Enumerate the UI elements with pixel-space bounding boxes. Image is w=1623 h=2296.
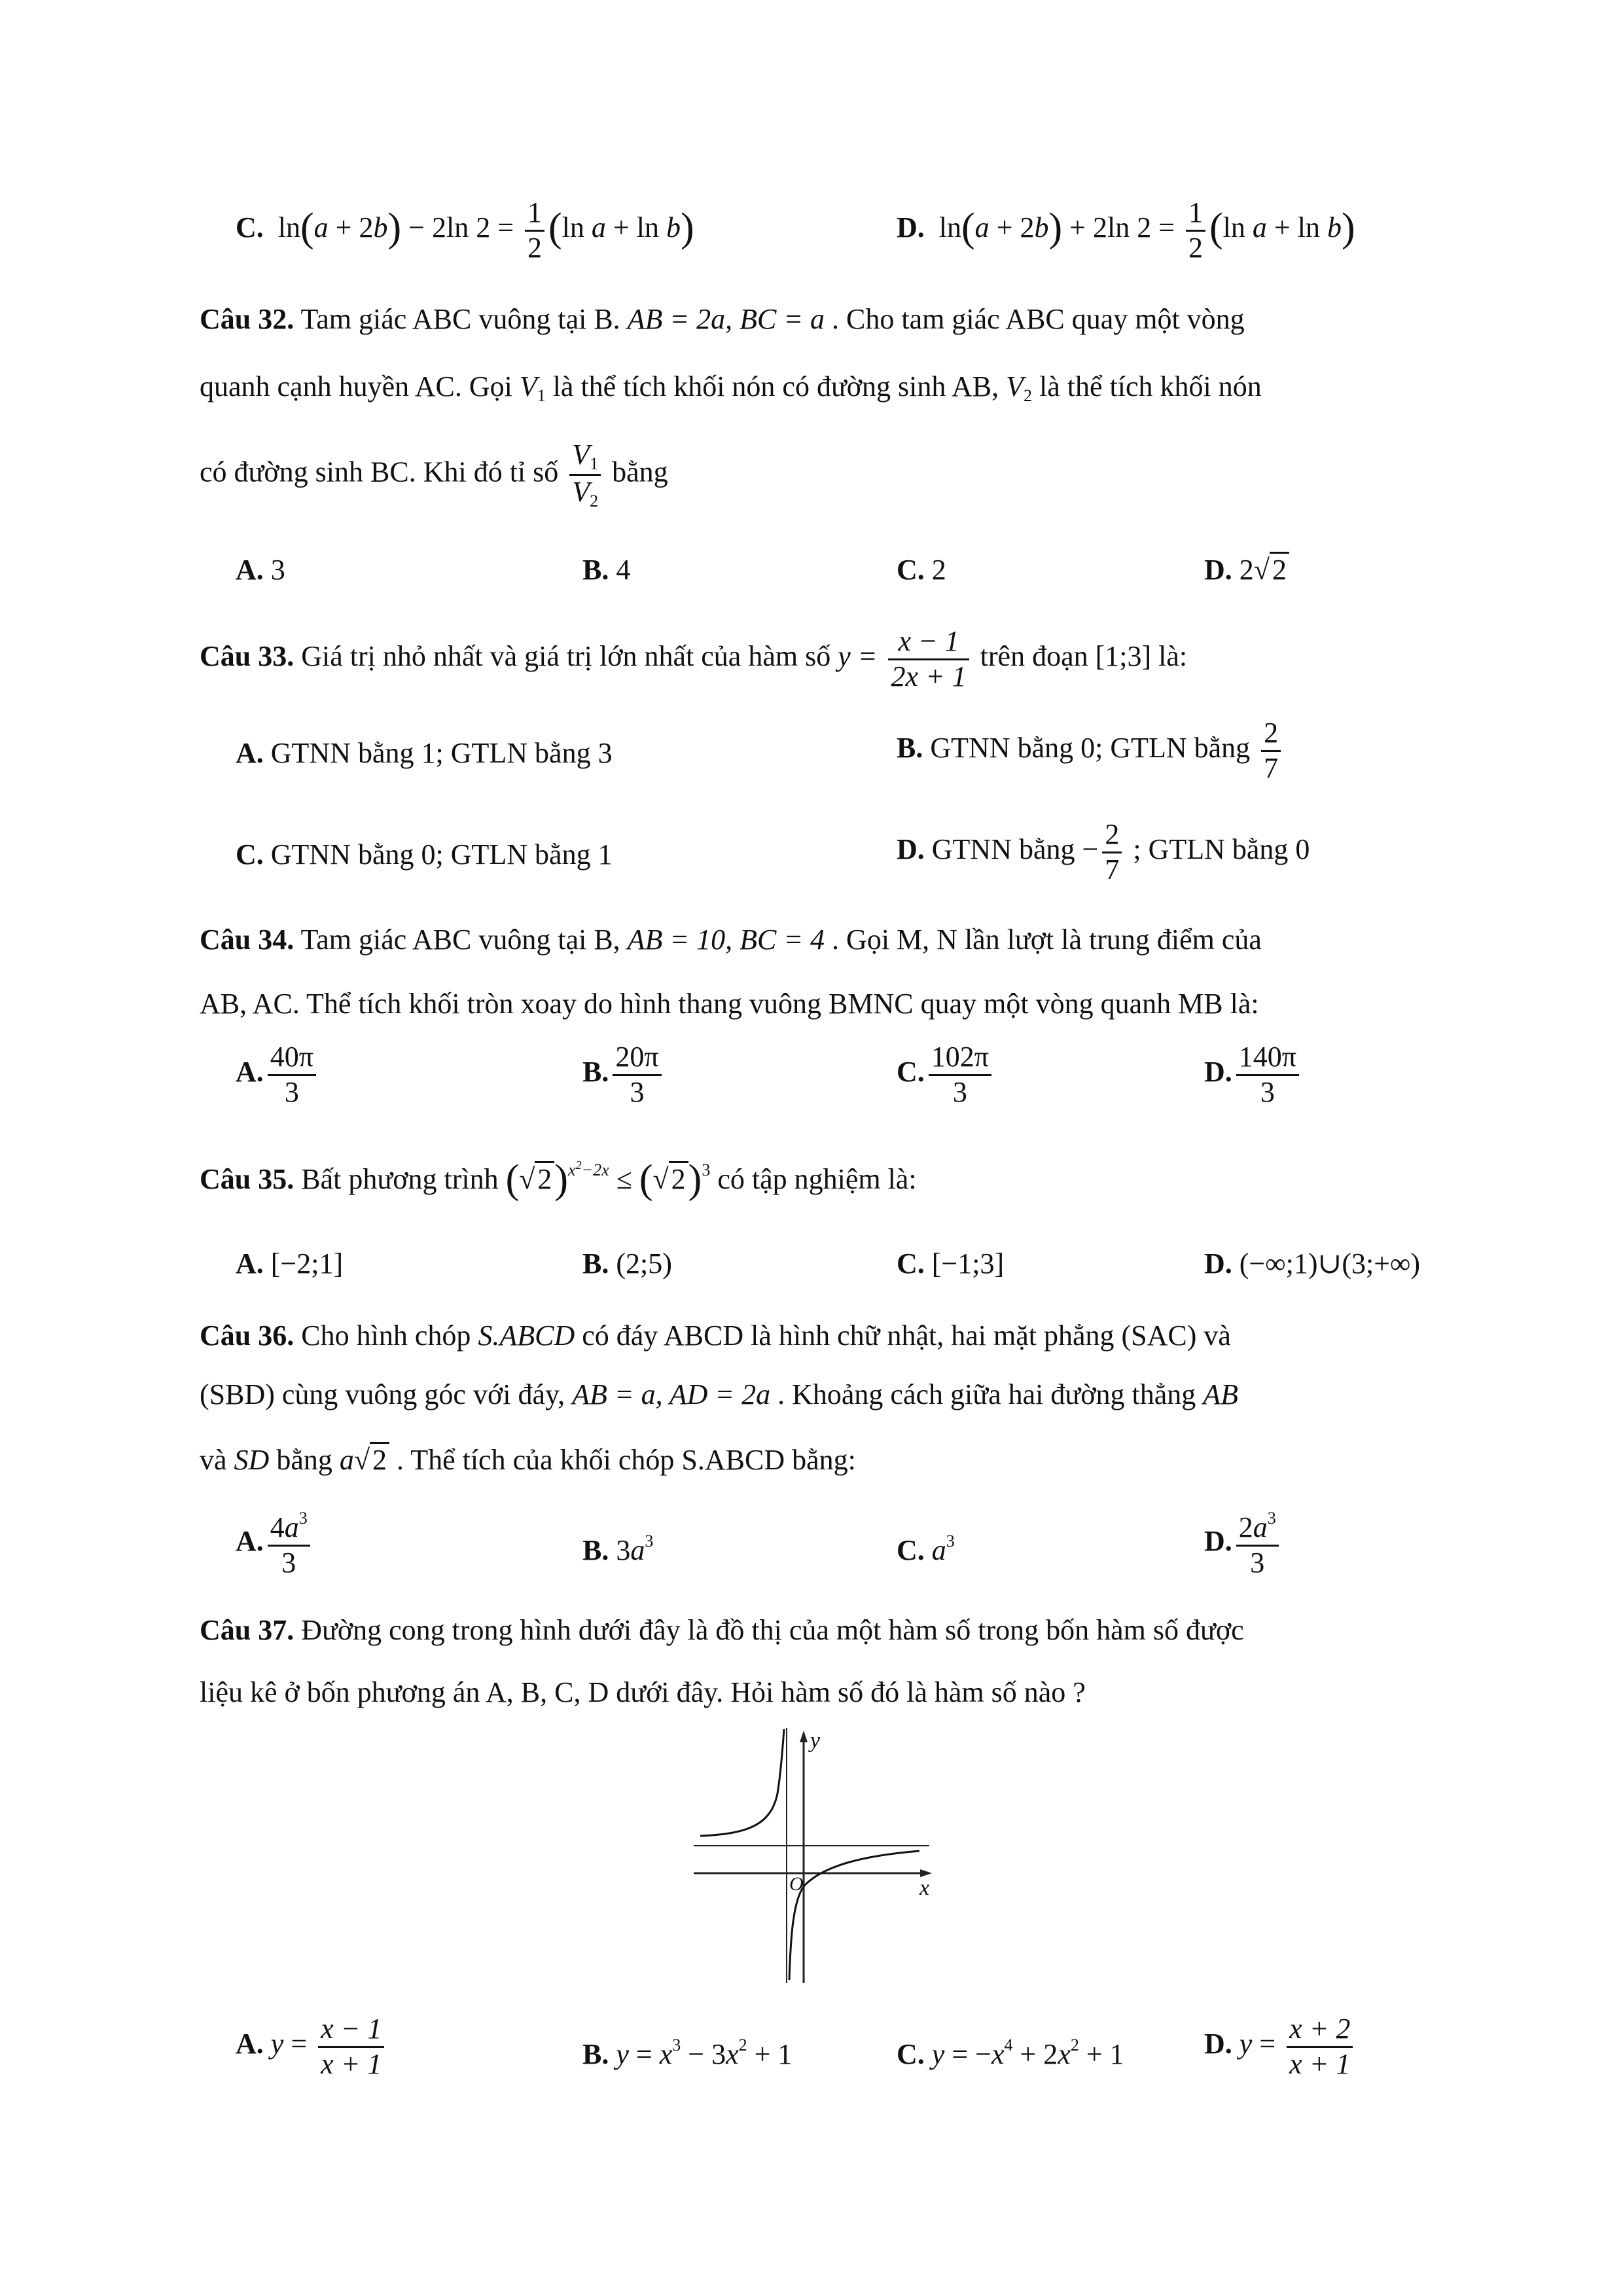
curve-left-branch	[700, 1729, 784, 1836]
question-title: Câu 33.	[200, 640, 294, 673]
q36-text: và	[200, 1444, 234, 1476]
q32-line1	[200, 302, 1245, 337]
q35-line1	[200, 1155, 917, 1204]
q33-function: y = $\frac{x - 1}{2x + 1}$	[838, 640, 972, 672]
q32-line3	[200, 439, 668, 511]
q36-math: AB = a, AD = 2a	[572, 1378, 771, 1410]
q34-answer-b[interactable]: B. $\frac{20\pi}{3}$	[582, 1041, 666, 1109]
q31-option-c[interactable]	[236, 196, 694, 264]
q34-line1	[200, 923, 1262, 958]
a-sqrt-2: a√2	[340, 1444, 389, 1476]
option-label: D.	[897, 211, 925, 244]
q32-answer-d[interactable]: D. 2√2	[1204, 553, 1289, 586]
q36-text: . Thể tích của khối chóp S.ABCD bằng:	[389, 1444, 856, 1476]
question-title: Câu 36.	[200, 1319, 294, 1352]
q37-line2: liệu kê ở bốn phương án A, B, C, D dưới đây. Hỏi hàm số đó là hàm số nào ?	[200, 1676, 1086, 1708]
function-graph	[694, 1721, 942, 1983]
q36-answer-b[interactable]: B. $3a^3$	[582, 1532, 654, 1566]
q32-text: là thể tích khối nón có đường sinh AB,	[545, 370, 1007, 403]
q37-line1	[200, 1613, 1244, 1648]
q31-option-d[interactable]	[897, 196, 1355, 264]
q33-text: là:	[1151, 640, 1188, 673]
q36-text: Cho hình chóp	[294, 1319, 478, 1352]
q32-text: bằng	[605, 456, 668, 488]
q34-math: AB = 10, BC = 4	[627, 924, 825, 956]
question-title: Câu 35.	[200, 1163, 294, 1195]
v1-over-v2-fraction: $\frac{V_1}{V_2}$	[569, 439, 601, 511]
q33-line1	[200, 625, 1187, 693]
q36-math: SD	[234, 1444, 270, 1476]
q34-line2: AB, AC. Thể tích khối tròn xoay do hình thang vuông BMNC quay một vòng quanh MB là:	[200, 988, 1259, 1020]
two-sevenths: $\frac{2}{7}$	[1102, 818, 1122, 886]
q35-answer-d[interactable]: D. (−∞;1)∪(3;+∞)	[1204, 1247, 1421, 1280]
q36-text: (SBD) cùng vuông góc với đáy,	[200, 1378, 573, 1410]
q34-text: . Gọi M, N lần lượt là trung điểm của	[825, 924, 1262, 956]
q32-text: Tam giác ABC vuông tại B.	[294, 303, 628, 335]
q37-answer-b[interactable]: B. $y = x^3 - 3x^2 + 1$	[582, 2036, 793, 2070]
q36-answer-d[interactable]: D. $\frac{2a^3}{3}$	[1204, 1509, 1283, 1579]
q36-line1	[200, 1319, 1231, 1354]
q31-c-formula: ln(a + 2b) − 2ln 2 = $\frac{1}{2}$ (ln a + ln b)	[270, 196, 694, 264]
q36-math: AB	[1203, 1378, 1239, 1410]
q33-text: Giá trị nhỏ nhất và giá trị lớn nhất của hàm số	[294, 640, 838, 673]
v1-symbol: $V_1$	[519, 370, 546, 405]
origin-label: O	[789, 1873, 804, 1895]
q35-answer-c[interactable]: C. [−1;3]	[897, 1247, 1005, 1280]
q35-text: có tập nghiệm là:	[710, 1163, 917, 1195]
q31-d-formula: ln(a + 2b) + 2ln 2 = $\frac{1}{2}$ (ln a + ln b)	[931, 196, 1355, 264]
question-title: Câu 37.	[200, 1614, 294, 1646]
question-title: Câu 32.	[200, 303, 294, 335]
q32-answer-b[interactable]: B. 4	[582, 554, 631, 586]
q35-text: Bất phương trình	[294, 1163, 506, 1195]
q32-answer-a[interactable]: A. 3	[236, 554, 285, 586]
q36-line3	[200, 1443, 856, 1478]
q36-answer-a[interactable]: A. $\frac{4a^3}{3}$	[236, 1509, 314, 1579]
q32-math: AB = 2a, BC = a	[627, 303, 825, 335]
q36-text: bằng	[269, 1444, 340, 1476]
q37-answer-d[interactable]: D. y = $\frac{x + 2}{x + 1}$	[1204, 2013, 1357, 2081]
x-axis-label: x	[919, 1876, 930, 1900]
q34-answer-a[interactable]: A. $\frac{40\pi}{3}$	[236, 1041, 320, 1109]
q33-answer-d[interactable]: D. GTNN bằng − $\frac{2}{7}$ ; GTLN bằng 0	[897, 818, 1310, 886]
v2-symbol: $V_2$	[1006, 370, 1032, 405]
q36-line2	[200, 1378, 1238, 1412]
q32-text-tail: . Cho tam giác ABC quay một vòng	[825, 303, 1245, 335]
two-sevenths: $\frac{2}{7}$	[1261, 717, 1281, 785]
q35-answer-b[interactable]: B. (2;5)	[582, 1247, 672, 1280]
q34-answer-c[interactable]: C. $\frac{102\pi}{3}$	[897, 1041, 995, 1109]
question-title: Câu 34.	[200, 924, 294, 956]
q32-text: quanh cạnh huyền AC. Gọi	[200, 370, 520, 403]
q34-text: Tam giác ABC vuông tại B,	[294, 924, 628, 956]
q36-text: . Khoảng cách giữa hai đường thẳng	[770, 1378, 1204, 1410]
q35-answer-a[interactable]: A. [−2;1]	[236, 1247, 344, 1280]
sqrt-2: √2	[1254, 553, 1289, 586]
q37-text: Đường cong trong hình dưới đây là đồ thị của một hàm số trong bốn hàm số được	[294, 1614, 1244, 1646]
q33-answer-b[interactable]: B. GTNN bằng 0; GTLN bằng $\frac{2}{7}$	[897, 717, 1285, 785]
q35-inequality: $(√2)^{x^2-2x} \le (√2)^3$	[505, 1157, 711, 1202]
q32-text: là thể tích khối nón	[1032, 370, 1262, 403]
q36-text: có đáy ABCD là hình chữ nhật, hai mặt phẳng (SAC) và	[575, 1319, 1231, 1352]
q33-answer-a[interactable]: A. GTNN bằng 1; GTLN bằng 3	[236, 737, 613, 769]
q33-text: trên đoạn	[972, 640, 1096, 673]
q33-answer-c[interactable]: C. GTNN bằng 0; GTLN bằng 1	[236, 838, 613, 870]
q34-answer-d[interactable]: D. $\frac{140\pi}{3}$	[1204, 1041, 1303, 1109]
q36-answer-c[interactable]: C. $a^3$	[897, 1532, 955, 1566]
q32-line2	[200, 370, 1262, 406]
curve-right-branch	[789, 1851, 919, 1980]
q37-answer-a[interactable]: A. y = $\frac{x - 1}{x + 1}$	[236, 2013, 388, 2081]
q36-math: S.ABCD	[478, 1319, 575, 1352]
q32-text: có đường sinh BC. Khi đó tỉ số	[200, 456, 566, 488]
y-axis-arrow-icon	[800, 1731, 808, 1742]
q37-answer-c[interactable]: C. $y = -x^4 + 2x^2 + 1$	[897, 2036, 1124, 2070]
q32-answer-c[interactable]: C. 2	[897, 554, 946, 586]
option-label: C.	[236, 211, 264, 244]
q33-interval: [1;3]	[1095, 640, 1152, 673]
y-axis-label: y	[810, 1729, 821, 1753]
